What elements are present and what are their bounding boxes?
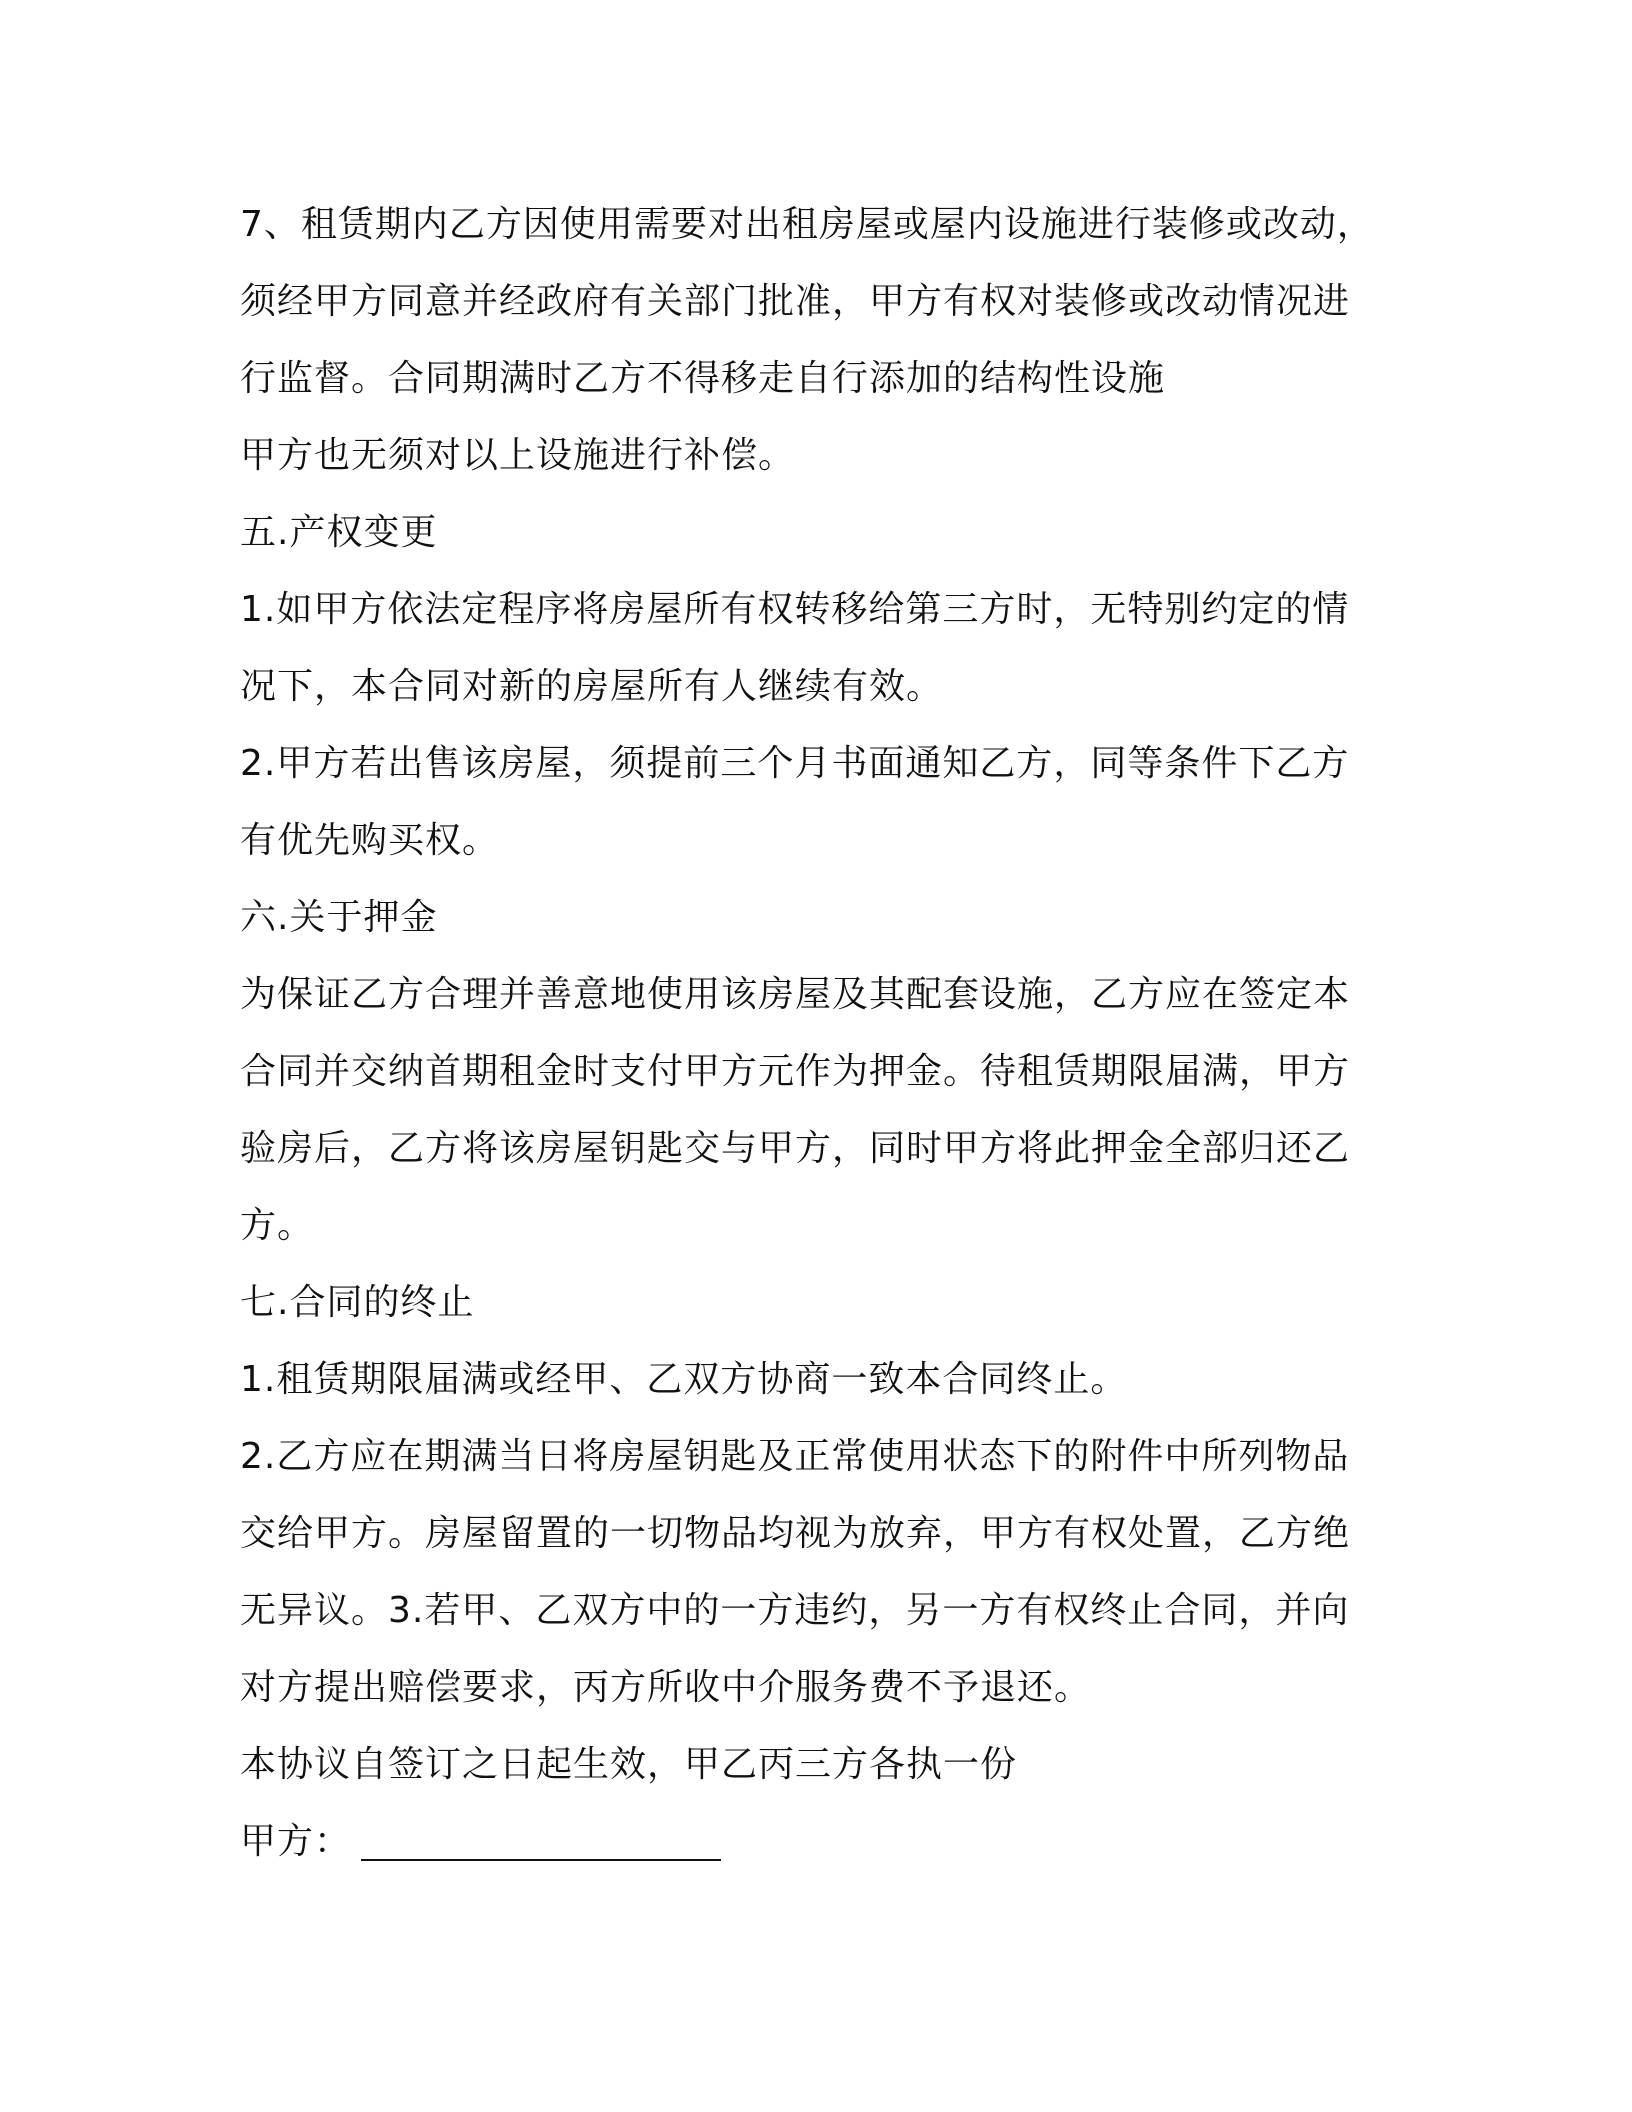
contract-page	[240, 186, 1374, 1880]
clause-7-line-3: 行监督。合同期满时乙方不得移走自行添加的结构性设施	[240, 358, 1166, 399]
section-6-heading: 六.关于押金	[240, 897, 438, 938]
clause-7-line-4: 甲方也无须对以上设施进行补偿。	[240, 435, 796, 476]
section-7-item-1: 1.租赁期限届满或经甲、乙双方协商一致本合同终止。	[240, 1359, 1128, 1400]
section-5-item-1-line-2: 况下，本合同对新的房屋所有人继续有效。	[240, 666, 944, 707]
section-5-item-2-line-2: 有优先购买权。	[240, 820, 500, 861]
section-6-para-line-3: 验房后，乙方将该房屋钥匙交与甲方，同时甲方将此押金全部归还乙	[240, 1128, 1351, 1169]
signature-row	[240, 1803, 1360, 1880]
section-7-item-2-line-2: 交给甲方。房屋留置的一切物品均视为放弃，甲方有权处置，乙方绝	[240, 1513, 1351, 1554]
section-5-item-2-line-1: 2.甲方若出售该房屋，须提前三个月书面通知乙方，同等条件下乙方	[240, 743, 1350, 784]
party-a-signature-label: 甲方：	[240, 1821, 352, 1862]
section-6-para-line-4: 方。	[240, 1205, 315, 1246]
section-5-item-1-line-1: 1.如甲方依法定程序将房屋所有权转移给第三方时，无特别约定的情	[240, 589, 1350, 630]
section-6-para-line-1: 为保证乙方合理并善意地使用该房屋及其配套设施，乙方应在签定本	[240, 974, 1351, 1015]
effective-clause: 本协议自签订之日起生效，甲乙丙三方各执一份	[240, 1744, 1018, 1785]
section-7-item-3-line-2: 对方提出赔偿要求，丙方所收中介服务费不予退还。	[240, 1667, 1092, 1708]
section-6-para-line-2: 合同并交纳首期租金时支付甲方元作为押金。待租赁期限届满，甲方	[240, 1051, 1351, 1092]
section-7-heading: 七.合同的终止	[240, 1282, 475, 1323]
section-5-heading: 五.产权变更	[240, 512, 438, 553]
party-a-signature-blank[interactable]	[361, 1819, 721, 1861]
section-7-item-2-line-1: 2.乙方应在期满当日将房屋钥匙及正常使用状态下的附件中所列物品	[240, 1436, 1350, 1477]
section-7-item-2-line-3: 无异议。3.若甲、乙双方中的一方违约，另一方有权终止合同，并向	[240, 1590, 1350, 1631]
clause-7-line-2: 须经甲方同意并经政府有关部门批准，甲方有权对装修或改动情况进	[240, 281, 1351, 322]
clause-7-line-1: 7、租赁期内乙方因使用需要对出租房屋或屋内设施进行装修或改动，	[240, 204, 1374, 245]
